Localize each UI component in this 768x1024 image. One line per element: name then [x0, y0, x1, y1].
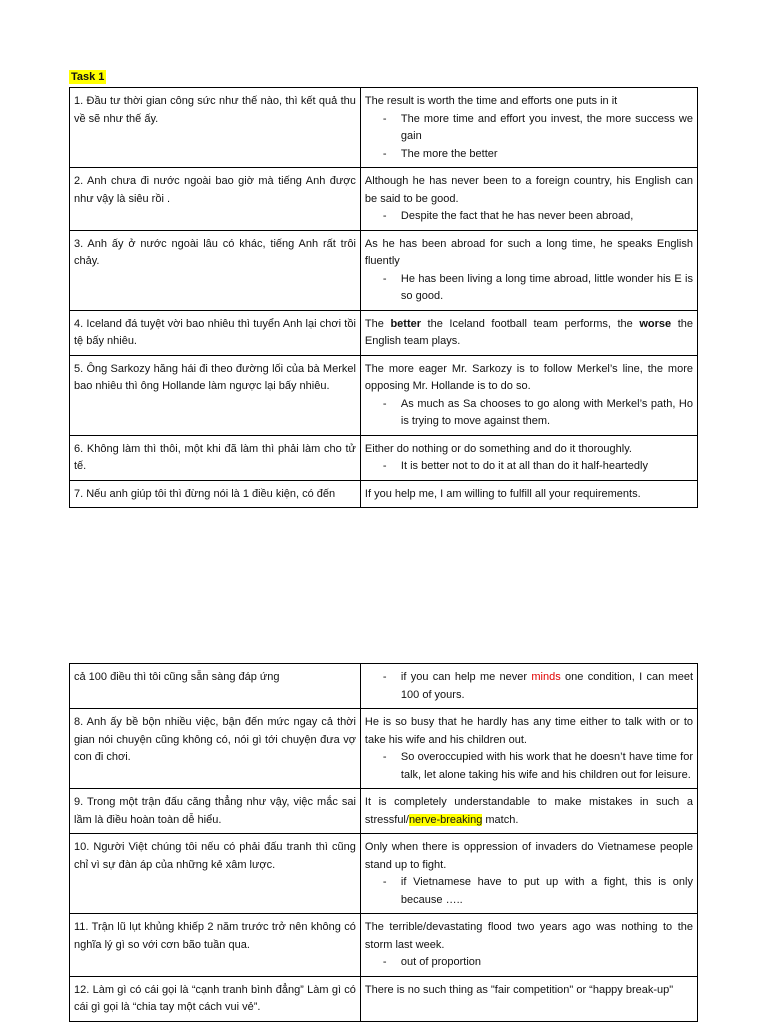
english-cell	[360, 789, 697, 834]
english-sentence: The terrible/devastating flood two years ago was nothing to the storm last week.	[364, 921, 693, 951]
alternative-item: - As much as Sa chooses to go along with Merkel’s path, Ho is trying to move against them.	[365, 396, 693, 431]
vietnamese-cell: 8. Anh ấy bề bộn nhiều việc, bận đến mức ngay cả thời gian nói chuyện cũng không có, nói gì tới chuyện đưa vợ con đi chơi.	[70, 709, 361, 789]
vietnamese-cell: 6. Không làm thì thôi, một khi đã làm thì phải làm cho tử tế.	[70, 435, 361, 480]
alternative-item: - It is better not to do it at all than do it half-heartedly	[365, 458, 693, 476]
alternative-item: - out of proportion	[365, 954, 693, 972]
english-cell	[360, 230, 697, 310]
translation-table-page-2	[69, 663, 698, 1022]
english-text-part: one condition, I can meet 100 of yours.	[400, 671, 694, 701]
english-text-part: the English team plays.	[364, 317, 693, 347]
alternative-item: - He has been living a long time abroad, little wonder his E is so good.	[365, 271, 693, 306]
table-row	[70, 834, 698, 914]
table-row	[70, 435, 698, 480]
english-text-part: the Iceland football team performs, the	[421, 317, 640, 330]
vietnamese-cell: cả 100 điều thì tôi cũng sẵn sàng đáp ứng	[70, 664, 361, 709]
english-cell	[360, 709, 697, 789]
alternative-list	[365, 458, 693, 476]
alternative-item: - Despite the fact that he has never been abroad,	[365, 208, 693, 226]
table-row	[70, 976, 698, 1021]
alternative-list	[365, 874, 693, 909]
bold-word-better: better	[390, 317, 421, 330]
alternative-item: - if Vietnamese have to put up with a fight, this is only because …..	[365, 874, 693, 909]
english-text-part: The	[364, 317, 391, 330]
table-row	[70, 310, 698, 355]
vietnamese-cell: 4. Iceland đá tuyệt vời bao nhiêu thì tuyển Anh lại chơi tồi tệ bấy nhiêu.	[70, 310, 361, 355]
english-text-part: if you can help me never	[400, 671, 532, 683]
alternative-item: - So overoccupied with his work that he doesn’t have time for talk, let alone taking his wife and his children out for leisure.	[365, 749, 693, 784]
table-row	[70, 168, 698, 231]
english-sentence: As he has been abroad for such a long time, he speaks English fluently	[364, 237, 693, 267]
table-row	[70, 480, 698, 508]
vietnamese-cell: 11. Trận lũ lụt khủng khiếp 2 năm trước trở nên không có nghĩa lý gì so với cơn bão tuần qua.	[70, 914, 361, 977]
alternative-list	[365, 396, 693, 431]
english-text-part: It is completely understandable to make mistakes in such a stressful/	[364, 796, 693, 826]
alternative-item: - The more the better	[365, 146, 693, 164]
english-cell	[360, 435, 697, 480]
english-sentence: He is so busy that he hardly has any time either to talk with or to take his wife and his children out.	[364, 716, 693, 746]
english-sentence: The result is worth the time and efforts one puts in it	[364, 95, 618, 107]
english-cell	[360, 834, 697, 914]
alternative-item: - The more time and effort you invest, the more success we gain	[365, 111, 693, 146]
alternative-list	[365, 271, 693, 306]
english-sentence: Either do nothing or do something and do it thoroughly.	[364, 442, 632, 455]
vietnamese-cell: 5. Ông Sarkozy hăng hái đi theo đường lối của bà Merkel bao nhiêu thì ông Hollande làm ngược lại bấy nhiêu.	[70, 355, 361, 435]
table-row	[70, 664, 698, 709]
table-row	[70, 355, 698, 435]
english-cell	[360, 664, 697, 709]
alternative-item	[365, 669, 693, 704]
alternative-list	[365, 749, 693, 784]
table-row	[70, 709, 698, 789]
english-cell	[360, 914, 697, 977]
english-sentence: Although he has never been to a foreign country, his English can be said to be good.	[364, 175, 693, 205]
red-word-minds: minds	[531, 671, 561, 683]
english-sentence: There is no such thing as "fair competition" or “happy break-up"	[364, 983, 674, 996]
english-cell	[360, 310, 697, 355]
english-cell	[360, 168, 697, 231]
english-sentence: Only when there is oppression of invaders do Vietnamese people stand up to fight.	[364, 841, 693, 871]
vietnamese-cell: 1. Đầu tư thời gian công sức như thế nào, thì kết quả thu về sẽ như thế ấy.	[70, 88, 361, 168]
bold-word-worse: worse	[639, 317, 672, 330]
english-cell	[360, 355, 697, 435]
alternative-list	[365, 669, 693, 704]
alternative-list	[365, 954, 693, 972]
alternative-list	[365, 111, 693, 164]
vietnamese-cell: 2. Anh chưa đi nước ngoài bao giờ mà tiếng Anh được như vậy là siêu rồi .	[70, 168, 361, 231]
english-sentence: If you help me, I am willing to fulfill all your requirements.	[364, 487, 641, 500]
english-sentence: The more eager Mr. Sarkozy is to follow Merkel’s line, the more opposing Mr. Hollande is to do so.	[364, 362, 693, 392]
vietnamese-cell: 10. Người Việt chúng tôi nếu có phải đấu tranh thì cũng chỉ vì sự đàn áp của những kẻ xâm lược.	[70, 834, 361, 914]
english-cell	[360, 480, 697, 508]
table-row	[70, 230, 698, 310]
alternative-list	[365, 208, 693, 226]
task-label: Task 1	[71, 71, 105, 83]
vietnamese-cell: 9. Trong một trận đấu căng thẳng như vậy, việc mắc sai lầm là điều hoàn toàn dễ hiểu.	[70, 789, 361, 834]
translation-table-page-1	[69, 87, 698, 508]
table-row	[70, 88, 698, 168]
table-row	[70, 789, 698, 834]
english-cell	[360, 88, 697, 168]
english-cell	[360, 976, 697, 1021]
table-row	[70, 914, 698, 977]
vietnamese-cell: 12. Làm gì có cái gọi là “cạnh tranh bình đẳng” Làm gì có cái gì gọi là “chia tay một cách vui vẻ”.	[70, 976, 361, 1021]
vietnamese-cell: 7. Nếu anh giúp tôi thì đừng nói là 1 điều kiện, có đến	[70, 480, 361, 508]
english-text-part: match.	[482, 813, 519, 826]
highlighted-word-nerve-breaking: nerve-breaking	[408, 813, 483, 826]
vietnamese-cell: 3. Anh ấy ở nước ngoài lâu có khác, tiếng Anh rất trôi chảy.	[70, 230, 361, 310]
